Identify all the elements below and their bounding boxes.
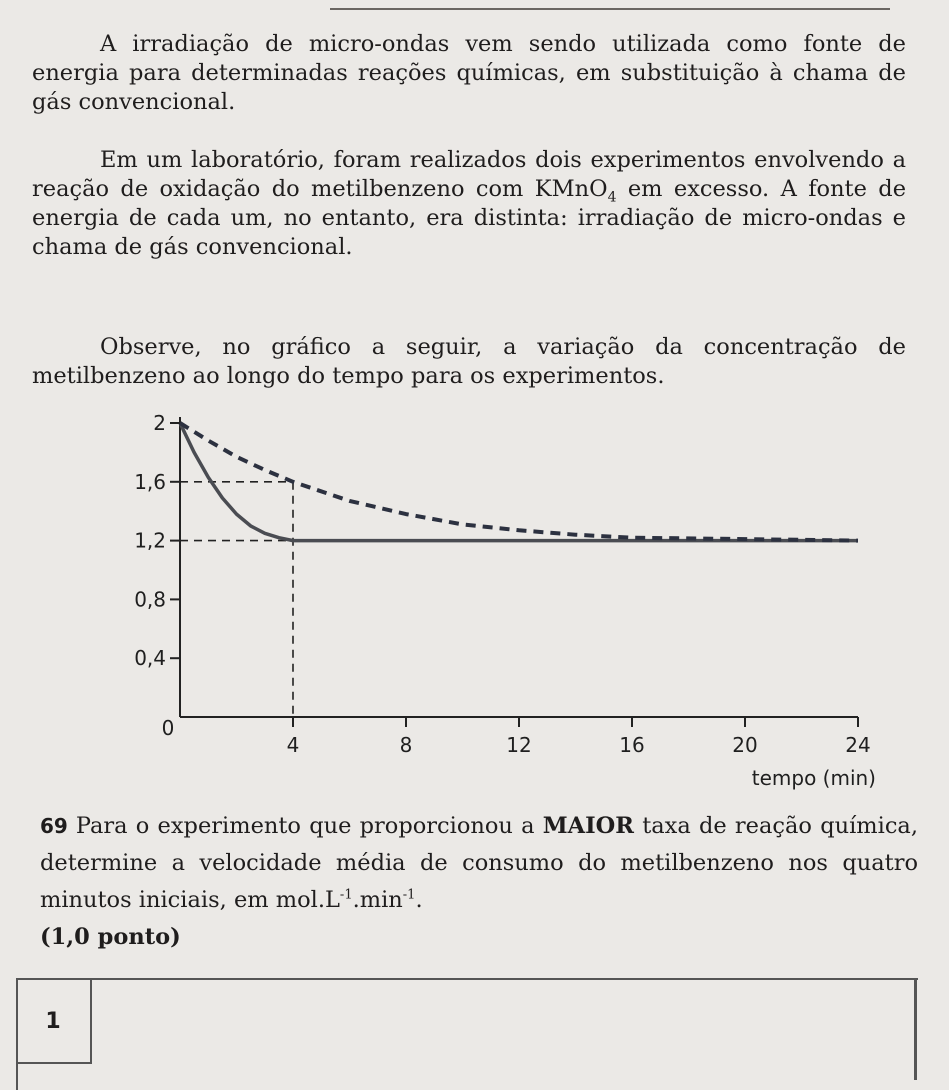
question-number: 69	[40, 814, 68, 838]
unit-sup-2: -1	[402, 887, 416, 903]
y-tick-label: 1,6	[134, 469, 166, 494]
question-unit	[276, 887, 423, 913]
x-tick-label: 12	[506, 733, 532, 757]
chart-guides	[180, 482, 293, 717]
x-tick-label: 16	[619, 733, 645, 757]
question-text-a: Para o experimento que proporcionou a	[75, 813, 543, 839]
concentration-chart	[0, 400, 949, 800]
question-69	[40, 808, 918, 956]
answer-number-cell	[16, 980, 92, 1064]
unit-main: mol.L	[275, 887, 340, 913]
chart-axes	[180, 417, 858, 717]
answer-box-right-border	[914, 980, 917, 1080]
chart-ticks	[134, 411, 871, 757]
x-tick-label: 8	[399, 733, 413, 757]
x-tick-label: 0	[161, 716, 175, 740]
intro-paragraph-3-text: Observe, no gráfico a seguir, a variação da concentração de metilbenzeno ao longo do tempo para os experimentos.	[32, 334, 906, 389]
answer-box[interactable]	[16, 978, 918, 1090]
intro-paragraph-2	[32, 146, 906, 262]
intro-paragraph-3	[32, 333, 906, 391]
unit-mid: .min	[352, 887, 403, 913]
x-tick-label: 4	[286, 733, 300, 757]
x-tick-label: 20	[732, 733, 758, 757]
x-axis-label: tempo (min)	[751, 766, 876, 790]
intro-paragraph-1-text: A irradiação de micro-ondas vem sendo utilizada como fonte de energia para determinadas reações químicas, em substituição à chama de gás convencional.	[32, 31, 906, 115]
y-tick-label: 0,4	[134, 646, 166, 671]
question-points: (1,0 ponto)	[40, 924, 181, 950]
intro-paragraph-1	[32, 30, 906, 117]
unit-sup-1: -1	[339, 887, 353, 903]
y-tick-label: 1,2	[134, 528, 166, 553]
chem-formula-subscript: 4	[607, 189, 617, 206]
page-top-rule	[330, 8, 890, 10]
x-tick-label: 24	[845, 733, 871, 757]
question-text-b: taxa de reação química, determine a velocidade média de consumo do metilbenzeno nos quatro minutos iniciais, em	[40, 813, 918, 913]
chem-formula: KMnO	[534, 176, 608, 202]
intro-paragraph-2-text-a: Em um laboratório, foram realizados dois experimentos envolvendo a reação de oxidação do metilbenzeno com	[32, 147, 906, 202]
intro-paragraph-2-text-b: em excesso. A fonte de energia de cada um, no entanto, era distinta: irradiação de micro-ondas e chama de gás convencional.	[32, 176, 907, 260]
answer-number: 1	[45, 1008, 61, 1034]
y-tick-label: 0,8	[134, 587, 166, 612]
question-text-bold: MAIOR	[542, 813, 634, 839]
unit-end: .	[415, 887, 423, 913]
y-tick-label: 2	[153, 411, 166, 435]
